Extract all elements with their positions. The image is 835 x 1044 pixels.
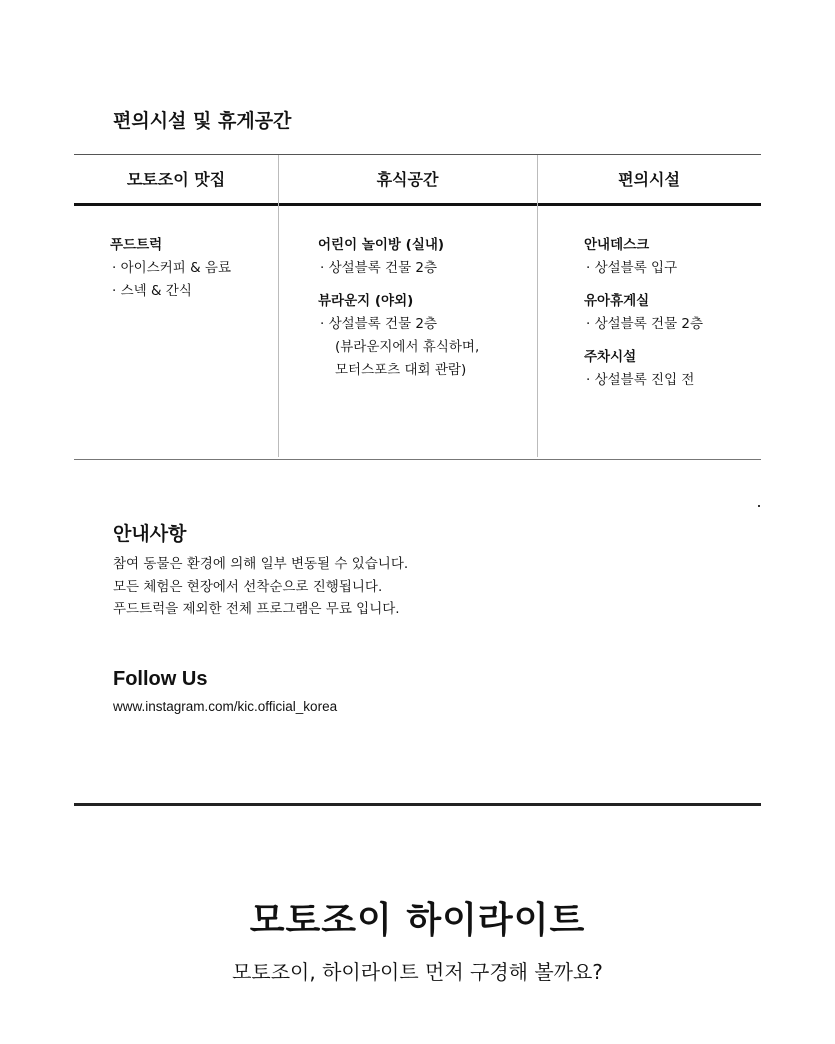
list-item: · 상설블록 진입 전 — [586, 372, 695, 388]
notice-list — [113, 553, 408, 621]
highlight-subtitle: 모토조이, 하이라이트 먼저 구경해 볼까요? — [232, 960, 603, 984]
list-item-note: 모터스포츠 대회 관람) — [335, 362, 467, 378]
table-header — [74, 155, 761, 206]
rest-category: 뷰라운지 (야외) — [318, 293, 414, 309]
list-item: · 상설블록 입구 — [586, 260, 678, 276]
list-item: · 아이스커피 & 음료 — [112, 260, 231, 276]
food-category: 푸드트럭 — [110, 237, 163, 253]
highlight-title: 모토조이 하이라이트 — [249, 900, 586, 941]
column-divider — [537, 155, 538, 457]
column-divider — [278, 155, 279, 457]
list-item: · 스넥 & 간식 — [112, 283, 192, 299]
instagram-link[interactable]: www.instagram.com/kic.official_korea — [113, 699, 338, 714]
column-header-convenience: 편의시설 — [618, 170, 680, 189]
notice-line: 모든 체험은 현장에서 선착순으로 진행됩니다. — [113, 578, 383, 595]
stray-dot — [758, 505, 760, 507]
list-item: · 상설블록 건물 2층 — [586, 316, 704, 332]
food-cell — [110, 234, 231, 303]
notice-title: 안내사항 — [113, 523, 187, 545]
section-divider — [74, 803, 761, 806]
column-header-food: 모토조이 맛집 — [126, 170, 226, 189]
list-item-note: (뷰라운지에서 휴식하며, — [335, 339, 480, 355]
follow-title: Follow Us — [113, 668, 208, 690]
list-item: · 상설블록 건물 2층 — [320, 260, 438, 276]
facilities-table — [74, 154, 761, 460]
rest-category: 어린이 놀이방 (실내) — [318, 237, 445, 253]
convenience-category: 주차시설 — [584, 349, 637, 365]
convenience-cell — [584, 234, 703, 392]
facilities-title: 편의시설 및 휴게공간 — [113, 110, 292, 132]
convenience-category: 안내데스크 — [584, 237, 650, 253]
rest-cell — [318, 234, 479, 382]
notice-line: 참여 동물은 환경에 의해 일부 변동될 수 있습니다. — [113, 556, 409, 572]
convenience-category: 유아휴게실 — [584, 293, 650, 309]
notice-line: 푸드트럭을 제외한 전체 프로그램은 무료 입니다. — [113, 601, 400, 617]
list-item: · 상설블록 건물 2층 — [320, 316, 438, 332]
column-header-rest: 휴식공간 — [376, 170, 439, 189]
